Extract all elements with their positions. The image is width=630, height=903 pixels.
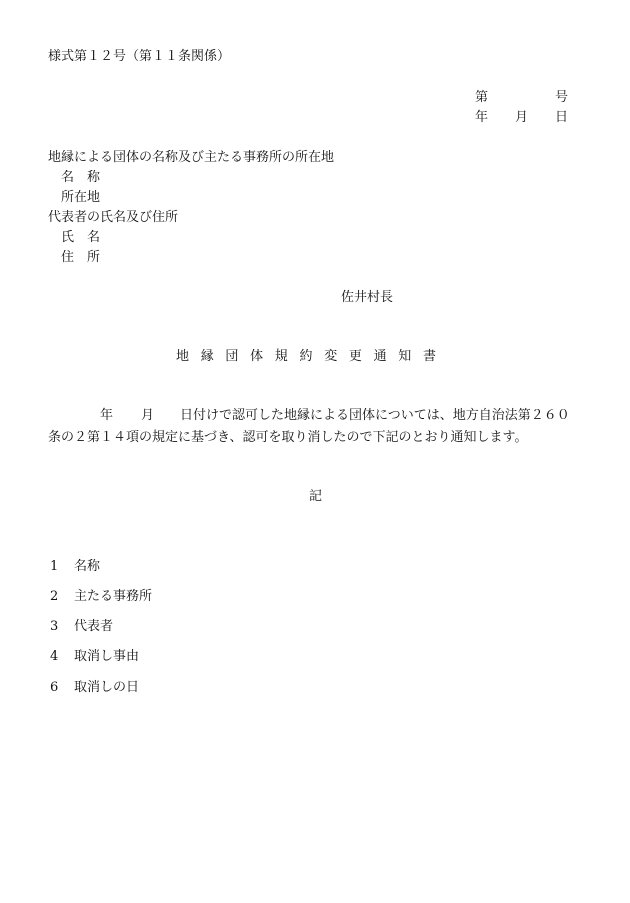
issue-number-suffix: 号 (555, 90, 569, 105)
body-date-month: 月 (141, 408, 155, 423)
sender: 佐井村長 (341, 290, 394, 305)
issue-number-prefix: 第 (475, 90, 489, 105)
document-title: 地縁団体規約変更通知書 (176, 349, 448, 364)
body-line2: 条の２第１４項の規定に基づき、認可を取り消したので下記のとおり通知します。 (48, 430, 528, 445)
rep-name-label: 氏 名 (61, 230, 101, 245)
item-number: 3 (50, 619, 59, 634)
org-location-label: 所在地 (61, 190, 101, 205)
issue-date-year: 年 (475, 110, 489, 125)
item-label-date: 取消しの日 (74, 680, 140, 695)
representative-heading: 代表者の氏名及び住所 (48, 210, 179, 225)
body-date-year: 年 (100, 408, 114, 423)
org-heading: 地縁による団体の名称及び主たる事務所の所在地 (48, 150, 335, 165)
org-name-label: 名 称 (61, 170, 101, 185)
item-label-name: 名称 (74, 559, 101, 574)
issue-date-day: 日 (555, 110, 569, 125)
issue-date-month: 月 (515, 110, 529, 125)
item-number: 6 (50, 680, 59, 695)
item-number: 4 (50, 649, 59, 664)
form-id: 様式第１２号（第１１条関係） (48, 49, 231, 64)
rep-address-label: 住 所 (61, 250, 101, 265)
item-number: 2 (50, 589, 59, 604)
body-line1: 日付けで認可した地縁による団体については、地方自治法第２６０ (180, 408, 570, 423)
item-label-representative: 代表者 (74, 619, 114, 634)
item-label-office: 主たる事務所 (74, 589, 153, 604)
item-label-reason: 取消し事由 (74, 649, 140, 664)
ki-marker: 記 (309, 489, 323, 504)
item-number: 1 (50, 559, 59, 574)
